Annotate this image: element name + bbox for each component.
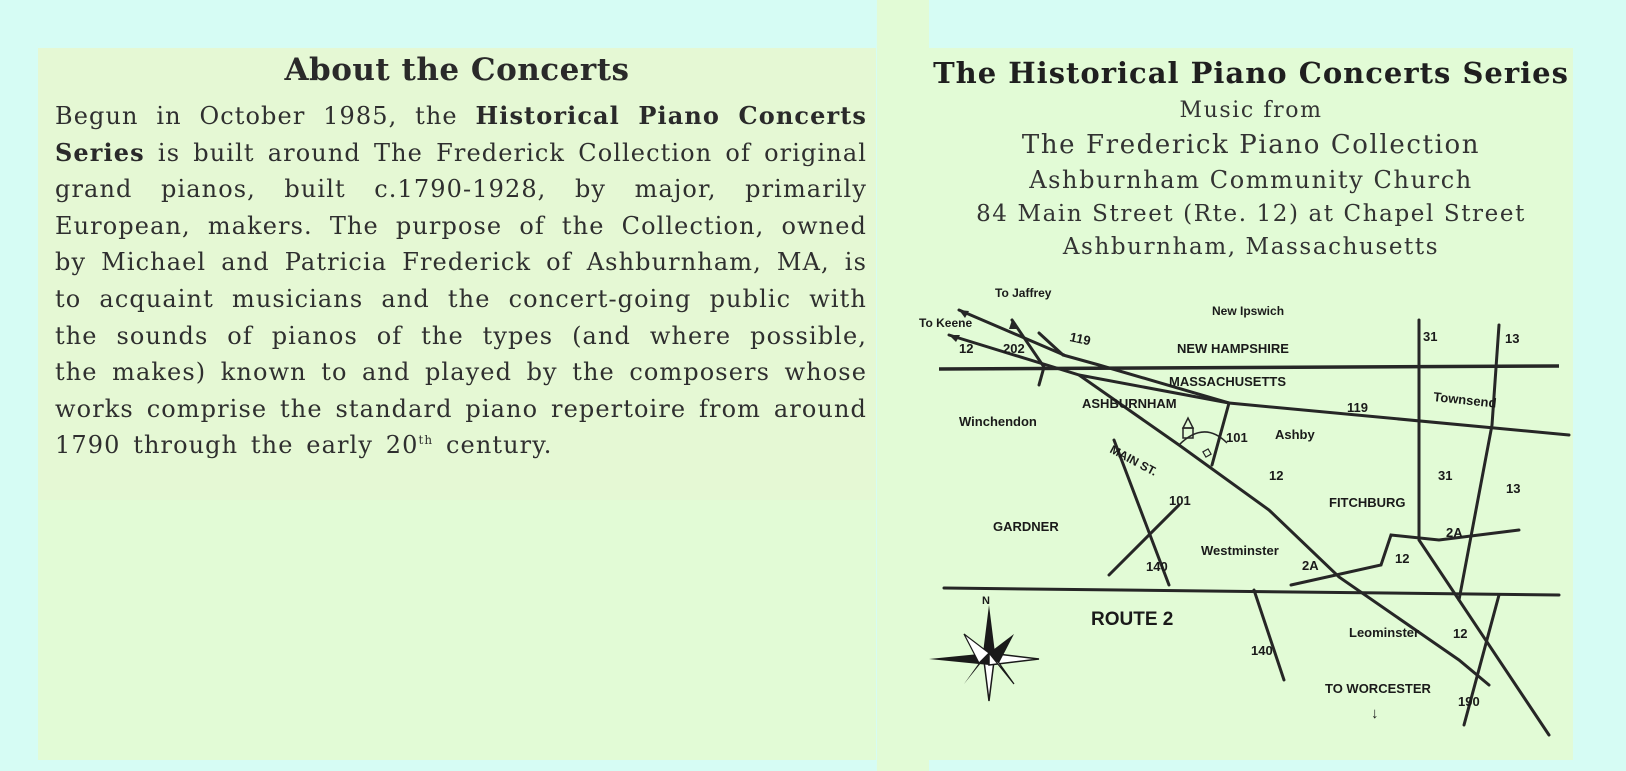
map-label-route-119-nh: 119 [1068, 329, 1093, 349]
map-label-route-12-ma: 12 [1269, 468, 1284, 483]
map-label-route-101-west: 101 [1169, 493, 1191, 508]
map-label-worcester-arrow: ↓ [1371, 705, 1379, 722]
map-label-townsend: Townsend [1432, 389, 1498, 411]
map-label-route-12-nh: 12 [959, 341, 974, 356]
road-140-south [1254, 590, 1284, 680]
map-label-route-2a-west: 2A [1302, 558, 1319, 573]
street-address: 84 Main Street (Rte. 12) at Chapel Street [976, 201, 1526, 227]
route-map [919, 285, 1569, 755]
map-label-route-190: 190 [1458, 694, 1480, 709]
about-body-main: is built around The Frederick Collection of original grand pianos, built c.1790-1928, by major, primarily European, makers. The purpose of the Collection, owned by Michael and Patricia Frederick of Ashburnham, MA, is to acquaint musicians and the concert-going public with the sounds of pianos of the types (and where possible, the makes) known to and played by the composers whose works comprise the standard piano repertoire from around 1790 through the early 20 [55, 138, 868, 460]
map-label-to-worcester: TO WORCESTER [1325, 681, 1431, 696]
map-label-ashburnham: ASHBURNHAM [1082, 396, 1177, 411]
map-label-gardner: GARDNER [993, 519, 1059, 534]
map-label-route-31-ma: 31 [1438, 468, 1453, 483]
town-state: Ashburnham, Massachusetts [1062, 234, 1440, 260]
state-border-line [939, 366, 1559, 369]
map-label-north: N [982, 595, 990, 607]
map-label-westminster: Westminster [1201, 543, 1279, 558]
music-from: Music from [1179, 98, 1323, 123]
map-label-ashby: Ashby [1275, 427, 1315, 442]
map-label-route-101-ash: 101 [1226, 430, 1248, 445]
map-label-route-13-nh: 13 [1505, 331, 1520, 346]
map-label-massachusetts: MASSACHUSETTS [1169, 374, 1287, 389]
background-strip [877, 0, 929, 771]
map-label-route-2a-east: 2A [1446, 525, 1463, 540]
about-body [55, 98, 867, 464]
map-label-route-119-ma: 119 [1347, 400, 1368, 415]
church-name: Ashburnham Community Church [1029, 166, 1473, 194]
map-label-new-ipswich: New Ipswich [1212, 304, 1285, 318]
map-label-route-2: ROUTE 2 [1091, 609, 1174, 630]
collection-name: The Frederick Piano Collection [1021, 130, 1481, 160]
map-label-route-202: 202 [1003, 341, 1025, 356]
map-label-route-140-south: 140 [1251, 643, 1273, 658]
ordinal-suffix: th [418, 433, 434, 448]
series-name: Historical Piano Concerts Series [55, 101, 867, 167]
map-label-main-st: MAIN ST. [1107, 442, 1160, 479]
map-label-route-12-fitch: 12 [1395, 551, 1410, 566]
about-body-end: century. [445, 431, 553, 460]
map-label-to-keene: To Keene [919, 316, 973, 330]
map-label-to-jaffrey: To Jaffrey [995, 286, 1052, 300]
road-31 [1419, 320, 1549, 735]
map-label-route-140-north: 140 [1146, 559, 1168, 574]
map-label-route-12-leom: 12 [1453, 626, 1468, 641]
compass-rose-icon [929, 605, 1039, 701]
map-label-fitchburg: FITCHBURG [1329, 495, 1406, 510]
road-119 [1039, 333, 1569, 435]
map-label-new-hampshire: NEW HAMPSHIRE [1177, 341, 1289, 356]
series-title: The Historical Piano Concerts Series [933, 56, 1569, 90]
map-label-route-13-ma: 13 [1506, 481, 1521, 496]
map-label-leominster: Leominster [1349, 625, 1420, 640]
map-label-route-31-nh: 31 [1423, 329, 1438, 344]
about-title: About the Concerts [284, 52, 630, 88]
map-label-winchendon: Winchendon [959, 414, 1037, 429]
about-body-intro: Begun in October 1985, the [55, 102, 458, 130]
road-route-2 [944, 588, 1559, 595]
